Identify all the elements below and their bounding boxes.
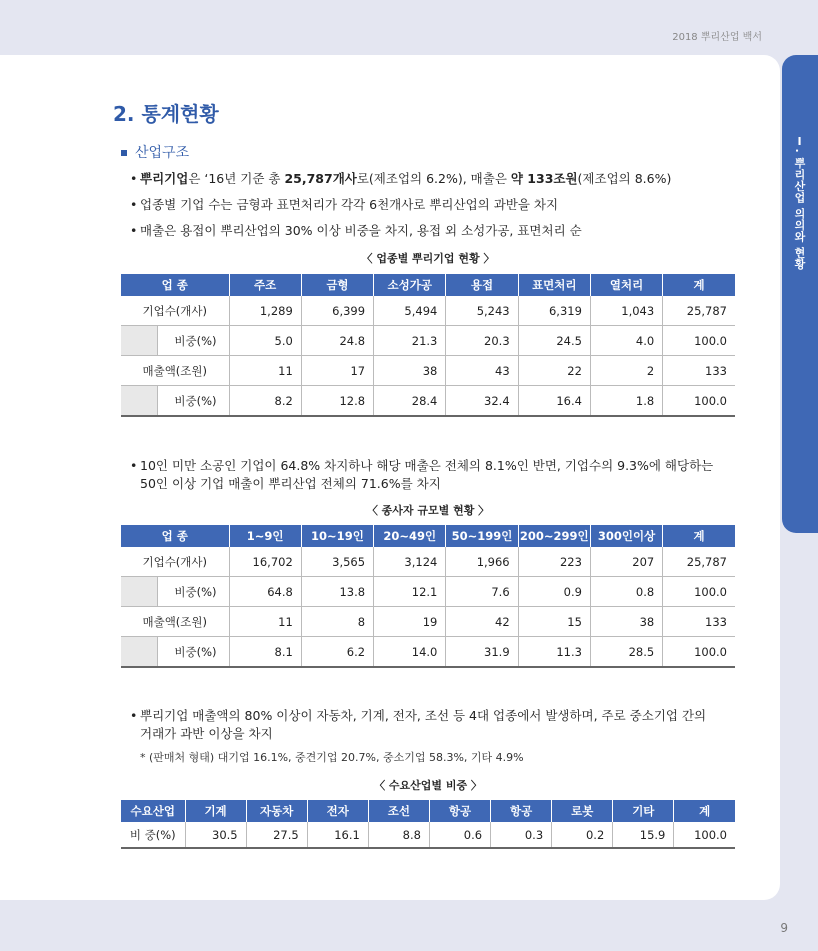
subsection-label: 산업구조	[135, 145, 190, 161]
indent-cell	[121, 637, 157, 668]
table-header-cell: 열처리	[590, 274, 662, 296]
table-cell: 19	[374, 607, 446, 637]
table-cell: 32.4	[446, 386, 518, 417]
table-cell: 0.8	[590, 577, 662, 607]
table-cell: 8.1	[229, 637, 301, 668]
table-cell: 0.6	[429, 822, 490, 848]
table-header-cell: 50~199인	[446, 525, 518, 547]
table-cell: 2	[590, 356, 662, 386]
table-cell: 133	[663, 356, 735, 386]
table-cell: 1.8	[590, 386, 662, 417]
table-cell: 16,702	[229, 547, 301, 577]
row-sublabel: 비중(%)	[157, 637, 229, 668]
row-label: 비 중(%)	[121, 822, 185, 848]
table-cell: 0.9	[518, 577, 590, 607]
table-cell: 38	[374, 356, 446, 386]
table-header-cell: 계	[663, 274, 735, 296]
table-cell: 3,124	[374, 547, 446, 577]
table-cell: 4.0	[590, 326, 662, 356]
table-cell: 38	[590, 607, 662, 637]
table-cell: 17	[301, 356, 373, 386]
table-cell: 100.0	[663, 386, 735, 417]
table-cell: 6.2	[301, 637, 373, 668]
table-cell: 8	[301, 607, 373, 637]
table-row	[121, 386, 735, 417]
bullet-dot-icon: •	[130, 708, 138, 723]
table-cell: 43	[446, 356, 518, 386]
table-cell: 16.1	[307, 822, 368, 848]
table-header-cell: 기계	[185, 800, 246, 822]
table-cell: 31.9	[446, 637, 518, 668]
sales-channel-note: * (판매처 형태) 대기업 16.1%, 중견기업 20.7%, 중소기업 58.3%, 기타 4.9%	[140, 751, 524, 764]
table-cell: 100.0	[663, 326, 735, 356]
table-cell: 1,289	[229, 296, 301, 326]
table-header-cell: 20~49인	[374, 525, 446, 547]
bullet-text: (제조업의 8.6%)	[577, 171, 672, 186]
row-sublabel: 비중(%)	[157, 326, 229, 356]
table-cell: 6,319	[518, 296, 590, 326]
table-cell: 5,494	[374, 296, 446, 326]
table-cell: 12.1	[374, 577, 446, 607]
row-label: 매출액(조원)	[121, 356, 229, 386]
table-cell: 0.3	[491, 822, 552, 848]
table-cell: 64.8	[229, 577, 301, 607]
table-header-cell: 업 종	[121, 274, 229, 296]
row-label: 기업수(개사)	[121, 547, 229, 577]
indent-cell	[121, 326, 157, 356]
bullet-text: 50인 이상 기업 매출이 뿌리산업 전체의 71.6%를 차지	[140, 476, 441, 491]
row-sublabel: 비중(%)	[157, 386, 229, 417]
table-cell: 15.9	[613, 822, 674, 848]
row-label: 기업수(개사)	[121, 296, 229, 326]
bullet-sales-share	[130, 222, 740, 240]
table-header-cell: 수요산업	[121, 800, 185, 822]
bullet-small-firms	[130, 457, 750, 493]
table-row	[121, 822, 735, 848]
row-label: 매출액(조원)	[121, 607, 229, 637]
table-row	[121, 356, 735, 386]
table-row	[121, 577, 735, 607]
table3-caption: 〈 수요산업별 비중 〉	[374, 779, 482, 792]
table-cell: 8.2	[229, 386, 301, 417]
table-header-cell: 표면처리	[518, 274, 590, 296]
table-header-row	[121, 274, 735, 296]
table-row	[121, 547, 735, 577]
table-header-cell: 200~299인	[518, 525, 590, 547]
bullet-text: 은 ‘16년 기준 총	[188, 171, 285, 186]
table-header-cell: 업 종	[121, 525, 229, 547]
table-cell: 11.3	[518, 637, 590, 668]
table1-caption: 〈 업종별 뿌리기업 현황 〉	[361, 252, 495, 265]
bullet-bold-count: 25,787개사	[284, 171, 357, 186]
table-cell: 25,787	[663, 547, 735, 577]
table-cell: 8.8	[368, 822, 429, 848]
demand-industry-table	[121, 800, 735, 849]
table-cell: 14.0	[374, 637, 446, 668]
table-cell: 223	[518, 547, 590, 577]
table-cell: 16.4	[518, 386, 590, 417]
table-cell: 24.5	[518, 326, 590, 356]
table-cell: 20.3	[446, 326, 518, 356]
table-cell: 12.8	[301, 386, 373, 417]
table-header-cell: 전자	[307, 800, 368, 822]
bullet-bold-term: 뿌리기업	[140, 171, 189, 186]
table-header-cell: 계	[674, 800, 735, 822]
table-header-cell: 항공	[491, 800, 552, 822]
industry-table	[121, 274, 735, 417]
table-cell: 100.0	[674, 822, 735, 848]
bullet-text: 업종별 기업 수는 금형과 표면처리가 각각 6천개사로 뿌리산업의 과반을 차지	[140, 197, 559, 212]
table-header-cell: 자동차	[246, 800, 307, 822]
square-bullet-icon	[121, 150, 127, 156]
bullet-text: 로(제조업의 6.2%), 매출은	[356, 171, 511, 186]
bullet-industry-count	[130, 196, 740, 214]
table-cell: 1,043	[590, 296, 662, 326]
table-header-cell: 주조	[229, 274, 301, 296]
bullet-dot-icon: •	[130, 458, 138, 473]
table-header-cell: 계	[663, 525, 735, 547]
table-cell: 1,966	[446, 547, 518, 577]
table-row	[121, 637, 735, 668]
table-cell: 28.5	[590, 637, 662, 668]
table-cell: 207	[590, 547, 662, 577]
table-cell: 25,787	[663, 296, 735, 326]
table-cell: 24.8	[301, 326, 373, 356]
table-cell: 42	[446, 607, 518, 637]
table-cell: 7.6	[446, 577, 518, 607]
table-header-cell: 1~9인	[229, 525, 301, 547]
bullet-dot-icon: •	[130, 197, 138, 212]
table-header-cell: 10~19인	[301, 525, 373, 547]
chapter-tab-label: Ⅰ. 뿌리산업 의의와 현황	[793, 135, 806, 270]
table-cell: 21.3	[374, 326, 446, 356]
table-row	[121, 296, 735, 326]
book-title: 2018 뿌리산업 백서	[672, 32, 762, 43]
table-header-cell: 금형	[301, 274, 373, 296]
bullet-bold-sales: 약 133조원	[510, 171, 578, 186]
bullet-text: 뿌리기업 매출액의 80% 이상이 자동차, 기계, 전자, 조선 등 4대 업종에서 발생하며, 주로 중소기업 간의	[140, 708, 707, 723]
table-header-cell: 로봇	[552, 800, 613, 822]
table-cell: 11	[229, 607, 301, 637]
chapter-side-tab[interactable]	[782, 55, 818, 533]
bullet-text: 10인 미만 소공인 기업이 64.8% 차지하나 해당 매출은 전체의 8.1%인 반면, 기업수의 9.3%에 해당하는	[140, 458, 714, 473]
table-header-cell: 기타	[613, 800, 674, 822]
bullet-dot-icon: •	[130, 223, 138, 238]
table-header-row	[121, 800, 735, 822]
table-header-cell: 300인이상	[590, 525, 662, 547]
table-header-cell: 용접	[446, 274, 518, 296]
table-cell: 3,565	[301, 547, 373, 577]
table-cell: 133	[663, 607, 735, 637]
table-cell: 15	[518, 607, 590, 637]
table-cell: 0.2	[552, 822, 613, 848]
page-number: 9	[780, 921, 788, 935]
indent-cell	[121, 577, 157, 607]
table-cell: 5.0	[229, 326, 301, 356]
bullet-dot-icon: •	[130, 171, 138, 186]
table-cell: 5,243	[446, 296, 518, 326]
bullet-demand-industries	[130, 707, 750, 743]
table2-caption: 〈 종사자 규모별 현황 〉	[366, 504, 490, 517]
table-row	[121, 326, 735, 356]
table-header-cell: 소성가공	[374, 274, 446, 296]
table-cell: 22	[518, 356, 590, 386]
row-sublabel: 비중(%)	[157, 577, 229, 607]
table-header-row	[121, 525, 735, 547]
table-cell: 28.4	[374, 386, 446, 417]
employee-size-table	[121, 525, 735, 668]
subsection-title	[121, 142, 189, 162]
table-cell: 30.5	[185, 822, 246, 848]
bullet-text: 거래가 과반 이상을 차지	[140, 726, 273, 741]
indent-cell	[121, 386, 157, 417]
table-cell: 6,399	[301, 296, 373, 326]
table-cell: 27.5	[246, 822, 307, 848]
table-header-cell: 항공	[429, 800, 490, 822]
bullet-companies-total	[130, 170, 740, 188]
table-header-cell: 조선	[368, 800, 429, 822]
table-cell: 11	[229, 356, 301, 386]
table-cell: 100.0	[663, 577, 735, 607]
table-cell: 100.0	[663, 637, 735, 668]
table-cell: 13.8	[301, 577, 373, 607]
table-row	[121, 607, 735, 637]
bullet-text: 매출은 용접이 뿌리산업의 30% 이상 비중을 차지, 용접 외 소성가공, 표면처리 순	[140, 223, 582, 238]
section-title: 2. 통계현황	[113, 102, 219, 126]
